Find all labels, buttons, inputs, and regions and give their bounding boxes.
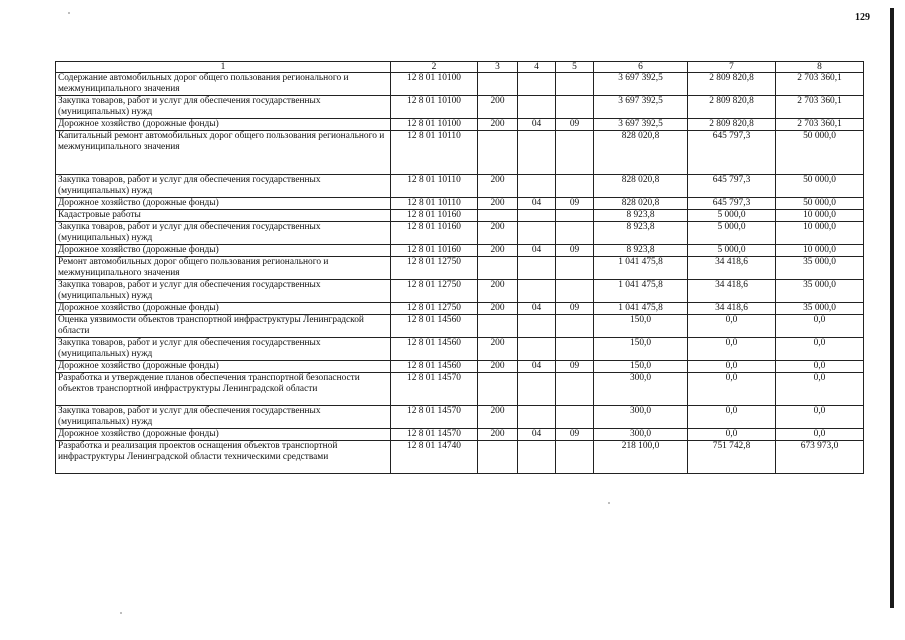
column-header: 5	[556, 62, 594, 73]
row-col3	[478, 131, 518, 175]
scan-speck	[68, 12, 70, 14]
row-value-col6: 828 020,8	[594, 198, 688, 210]
row-col5: 09	[556, 429, 594, 441]
row-col4	[518, 210, 556, 222]
row-col4	[518, 406, 556, 429]
table-row	[56, 198, 864, 210]
row-name: Кадастровые работы	[56, 210, 391, 222]
row-value-col6: 1 041 475,8	[594, 280, 688, 303]
row-name: Содержание автомобильных дорог общего пользования регионального и межмуниципального значения	[56, 73, 391, 96]
row-col4: 04	[518, 303, 556, 315]
table-row	[56, 406, 864, 429]
table-row	[56, 315, 864, 338]
column-header: 7	[688, 62, 776, 73]
row-code: 12 8 01 10100	[391, 119, 478, 131]
row-value-col8: 0,0	[776, 429, 864, 441]
table-row	[56, 73, 864, 96]
table-row	[56, 210, 864, 222]
row-col4: 04	[518, 361, 556, 373]
row-value-col8: 2 703 360,1	[776, 73, 864, 96]
row-col4	[518, 73, 556, 96]
row-col3	[478, 441, 518, 474]
row-code: 12 8 01 10110	[391, 198, 478, 210]
row-value-col6: 828 020,8	[594, 131, 688, 175]
row-value-col7: 645 797,3	[688, 198, 776, 210]
table-row	[56, 361, 864, 373]
row-code: 12 8 01 14570	[391, 373, 478, 406]
row-col5: 09	[556, 198, 594, 210]
row-name: Дорожное хозяйство (дорожные фонды)	[56, 198, 391, 210]
row-name: Капитальный ремонт автомобильных дорог общего пользования регионального и межмуниципального значения	[56, 131, 391, 175]
row-col4	[518, 441, 556, 474]
row-col4	[518, 175, 556, 198]
row-value-col7: 0,0	[688, 338, 776, 361]
row-col3: 200	[478, 222, 518, 245]
row-value-col7: 0,0	[688, 429, 776, 441]
row-value-col7: 0,0	[688, 315, 776, 338]
row-value-col6: 828 020,8	[594, 175, 688, 198]
row-col3: 200	[478, 429, 518, 441]
row-value-col7: 5 000,0	[688, 245, 776, 257]
row-col4	[518, 131, 556, 175]
row-value-col8: 0,0	[776, 373, 864, 406]
row-col5	[556, 131, 594, 175]
row-col3	[478, 73, 518, 96]
row-code: 12 8 01 10160	[391, 210, 478, 222]
row-col3	[478, 315, 518, 338]
table-row	[56, 257, 864, 280]
row-value-col6: 150,0	[594, 361, 688, 373]
row-value-col8: 35 000,0	[776, 257, 864, 280]
row-col4	[518, 257, 556, 280]
table-row	[56, 373, 864, 406]
row-value-col7: 2 809 820,8	[688, 119, 776, 131]
row-value-col8: 50 000,0	[776, 175, 864, 198]
row-col5	[556, 175, 594, 198]
row-col5	[556, 315, 594, 338]
row-col5	[556, 257, 594, 280]
row-code: 12 8 01 14560	[391, 338, 478, 361]
row-value-col8: 0,0	[776, 361, 864, 373]
row-col5: 09	[556, 303, 594, 315]
row-name: Закупка товаров, работ и услуг для обеспечения государственных (муниципальных) нужд	[56, 96, 391, 119]
row-value-col8: 673 973,0	[776, 441, 864, 474]
row-name: Ремонт автомобильных дорог общего пользования регионального и межмуниципального значения	[56, 257, 391, 280]
row-value-col7: 34 418,6	[688, 257, 776, 280]
table-row	[56, 96, 864, 119]
column-header: 2	[391, 62, 478, 73]
table-row	[56, 222, 864, 245]
table-body	[56, 73, 864, 474]
row-code: 12 8 01 14560	[391, 315, 478, 338]
row-code: 12 8 01 10160	[391, 222, 478, 245]
row-value-col6: 3 697 392,5	[594, 73, 688, 96]
row-value-col6: 8 923,8	[594, 222, 688, 245]
row-value-col7: 751 742,8	[688, 441, 776, 474]
row-col4: 04	[518, 429, 556, 441]
row-name: Закупка товаров, работ и услуг для обеспечения государственных (муниципальных) нужд	[56, 175, 391, 198]
row-col3: 200	[478, 303, 518, 315]
table-row	[56, 119, 864, 131]
row-value-col6: 8 923,8	[594, 210, 688, 222]
row-value-col8: 2 703 360,1	[776, 119, 864, 131]
row-name: Закупка товаров, работ и услуг для обеспечения государственных (муниципальных) нужд	[56, 222, 391, 245]
row-col4: 04	[518, 245, 556, 257]
row-col3	[478, 210, 518, 222]
table-row	[56, 429, 864, 441]
table-row	[56, 303, 864, 315]
row-name: Дорожное хозяйство (дорожные фонды)	[56, 361, 391, 373]
row-col5	[556, 210, 594, 222]
row-col5	[556, 96, 594, 119]
table-row	[56, 338, 864, 361]
row-value-col7: 5 000,0	[688, 210, 776, 222]
row-value-col8: 10 000,0	[776, 210, 864, 222]
budget-table	[55, 61, 864, 474]
row-value-col8: 0,0	[776, 338, 864, 361]
column-header: 8	[776, 62, 864, 73]
row-col4	[518, 280, 556, 303]
row-value-col8: 35 000,0	[776, 280, 864, 303]
row-col5	[556, 222, 594, 245]
row-col5: 09	[556, 119, 594, 131]
row-value-col7: 2 809 820,8	[688, 96, 776, 119]
table-row	[56, 245, 864, 257]
row-code: 12 8 01 10110	[391, 131, 478, 175]
row-col4	[518, 222, 556, 245]
row-col3: 200	[478, 96, 518, 119]
row-value-col7: 5 000,0	[688, 222, 776, 245]
row-code: 12 8 01 10160	[391, 245, 478, 257]
row-name: Закупка товаров, работ и услуг для обеспечения государственных (муниципальных) нужд	[56, 280, 391, 303]
row-col5: 09	[556, 245, 594, 257]
row-value-col7: 34 418,6	[688, 280, 776, 303]
row-value-col8: 0,0	[776, 315, 864, 338]
row-value-col7: 34 418,6	[688, 303, 776, 315]
row-value-col6: 3 697 392,5	[594, 119, 688, 131]
row-name: Дорожное хозяйство (дорожные фонды)	[56, 303, 391, 315]
row-value-col7: 645 797,3	[688, 175, 776, 198]
row-col3: 200	[478, 198, 518, 210]
column-header: 4	[518, 62, 556, 73]
row-code: 12 8 01 12750	[391, 280, 478, 303]
row-value-col6: 150,0	[594, 315, 688, 338]
row-value-col8: 50 000,0	[776, 198, 864, 210]
row-name: Закупка товаров, работ и услуг для обеспечения государственных (муниципальных) нужд	[56, 406, 391, 429]
row-name: Разработка и утверждение планов обеспечения транспортной безопасности объектов транспортной инфраструктуры Ленинградской области	[56, 373, 391, 406]
row-col5	[556, 73, 594, 96]
table-row	[56, 175, 864, 198]
row-name: Дорожное хозяйство (дорожные фонды)	[56, 119, 391, 131]
table-row	[56, 131, 864, 175]
table-row	[56, 441, 864, 474]
row-name: Дорожное хозяйство (дорожные фонды)	[56, 245, 391, 257]
row-value-col6: 300,0	[594, 406, 688, 429]
row-col4	[518, 96, 556, 119]
row-value-col6: 1 041 475,8	[594, 303, 688, 315]
row-value-col7: 0,0	[688, 373, 776, 406]
row-col4	[518, 338, 556, 361]
row-code: 12 8 01 10100	[391, 96, 478, 119]
row-code: 12 8 01 10110	[391, 175, 478, 198]
row-code: 12 8 01 14740	[391, 441, 478, 474]
row-code: 12 8 01 14560	[391, 361, 478, 373]
column-header: 6	[594, 62, 688, 73]
row-value-col6: 1 041 475,8	[594, 257, 688, 280]
row-value-col7: 2 809 820,8	[688, 73, 776, 96]
row-value-col8: 2 703 360,1	[776, 96, 864, 119]
row-name: Оценка уязвимости объектов транспортной инфраструктуры Ленинградской области	[56, 315, 391, 338]
row-code: 12 8 01 14570	[391, 429, 478, 441]
row-code: 12 8 01 14570	[391, 406, 478, 429]
row-value-col8: 35 000,0	[776, 303, 864, 315]
row-code: 12 8 01 12750	[391, 257, 478, 280]
row-name: Закупка товаров, работ и услуг для обеспечения государственных (муниципальных) нужд	[56, 338, 391, 361]
row-name: Разработка и реализация проектов оснащения объектов транспортной инфраструктуры Ленинградской области техническими средствами	[56, 441, 391, 474]
row-value-col6: 8 923,8	[594, 245, 688, 257]
row-value-col6: 3 697 392,5	[594, 96, 688, 119]
row-code: 12 8 01 12750	[391, 303, 478, 315]
column-header: 3	[478, 62, 518, 73]
row-col3: 200	[478, 406, 518, 429]
row-col3	[478, 373, 518, 406]
column-header: 1	[56, 62, 391, 73]
row-col5	[556, 441, 594, 474]
row-value-col8: 0,0	[776, 406, 864, 429]
row-col3: 200	[478, 338, 518, 361]
row-col5	[556, 338, 594, 361]
row-value-col6: 150,0	[594, 338, 688, 361]
row-col3: 200	[478, 280, 518, 303]
scan-speck	[608, 502, 610, 504]
row-value-col7: 0,0	[688, 406, 776, 429]
row-value-col6: 300,0	[594, 373, 688, 406]
row-value-col8: 50 000,0	[776, 131, 864, 175]
row-col5	[556, 373, 594, 406]
scan-speck	[120, 612, 122, 614]
row-col4: 04	[518, 119, 556, 131]
row-col5	[556, 406, 594, 429]
row-value-col7: 0,0	[688, 361, 776, 373]
row-col3: 200	[478, 361, 518, 373]
scan-edge-bar	[890, 8, 894, 608]
row-col4	[518, 315, 556, 338]
row-value-col8: 10 000,0	[776, 245, 864, 257]
row-value-col6: 300,0	[594, 429, 688, 441]
row-col5: 09	[556, 361, 594, 373]
row-col5	[556, 280, 594, 303]
row-code: 12 8 01 10100	[391, 73, 478, 96]
row-value-col6: 218 100,0	[594, 441, 688, 474]
row-value-col8: 10 000,0	[776, 222, 864, 245]
row-name: Дорожное хозяйство (дорожные фонды)	[56, 429, 391, 441]
row-col3: 200	[478, 175, 518, 198]
row-col3: 200	[478, 119, 518, 131]
row-col4: 04	[518, 198, 556, 210]
row-col3	[478, 257, 518, 280]
row-col4	[518, 373, 556, 406]
table-row	[56, 280, 864, 303]
row-col3: 200	[478, 245, 518, 257]
page-number: 129	[855, 12, 870, 23]
table-header-row	[56, 62, 864, 73]
row-value-col7: 645 797,3	[688, 131, 776, 175]
